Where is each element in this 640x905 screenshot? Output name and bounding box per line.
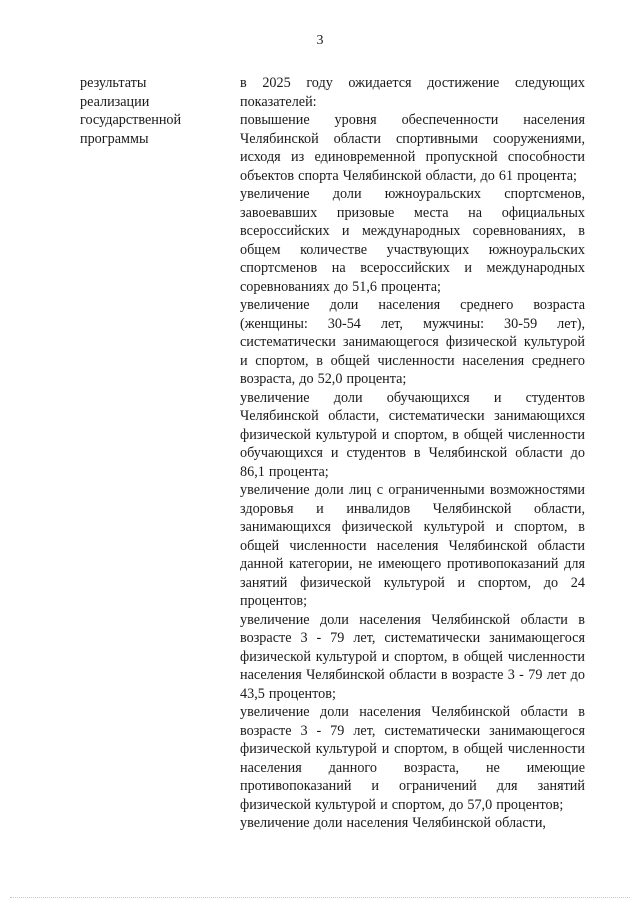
indicator-paragraph: увеличение доли населения Челябинской области в возрасте 3 - 79 лет, систематически занимающегося физической культурой и спортом, в общей численности населения Челябинской области в возрасте 3 - 79 лет до 43,5 процентов; bbox=[240, 611, 585, 702]
intro-paragraph: в 2025 году ожидается достижение следующих показателей: bbox=[240, 75, 585, 110]
scan-edge-divider bbox=[10, 897, 630, 899]
indicator-paragraph: увеличение доли южноуральских спортсменов, завоевавших призовые места на официальных всероссийских и международных соревнованиях, в общем количестве участвующих южноуральских спортсменов на всероссийских и международных соревнованиях до 51,6 процента; bbox=[240, 186, 585, 295]
section-label-line: программы bbox=[80, 130, 149, 147]
section-label-line: реализации bbox=[80, 93, 150, 110]
indicator-paragraph: увеличение доли обучающихся и студентов Челябинской области, систематически занимающихся физической культурой и спортом, в общей численности обучающихся и студентов в Челябинской области до 86,1 процента; bbox=[240, 389, 585, 480]
indicator-paragraph: увеличение доли лиц с ограниченными возможностями здоровья и инвалидов Челябинской области, занимающихся физической культурой и спортом, в общей численности населения Челябинской области данной категории, не имеющего противопоказаний для занятий физической культурой и спортом, до 24 процентов; bbox=[240, 482, 585, 609]
section-label-line: результаты bbox=[80, 75, 147, 91]
indicator-paragraph: увеличение доли населения среднего возраста (женщины: 30-54 лет, мужчины: 30-59 лет), систематически занимающегося физической культурой и спортом, в общей численности населения среднего возраста, до 52,0 процента; bbox=[240, 297, 585, 387]
section-label-line: государственной bbox=[80, 112, 182, 128]
indicator-paragraph: повышение уровня обеспеченности населения Челябинской области спортивными сооружениями, исходя из единовременной пропускной способности объектов спорта Челябинской области, до 61 процента; bbox=[240, 112, 585, 184]
indicator-paragraph: увеличение доли населения Челябинской области в возрасте 3 - 79 лет, систематически занимающегося физической культурой и спортом, в общей численности населения данного возраста, не имеющие противопоказаний и ограничений для занятий физической культурой и спортом, до 57,0 процентов; bbox=[240, 704, 585, 813]
page-number: 3 bbox=[316, 33, 324, 48]
section-label bbox=[80, 74, 230, 148]
indicator-paragraph: увеличение доли населения Челябинской области, bbox=[240, 815, 546, 831]
section-content bbox=[240, 74, 585, 833]
